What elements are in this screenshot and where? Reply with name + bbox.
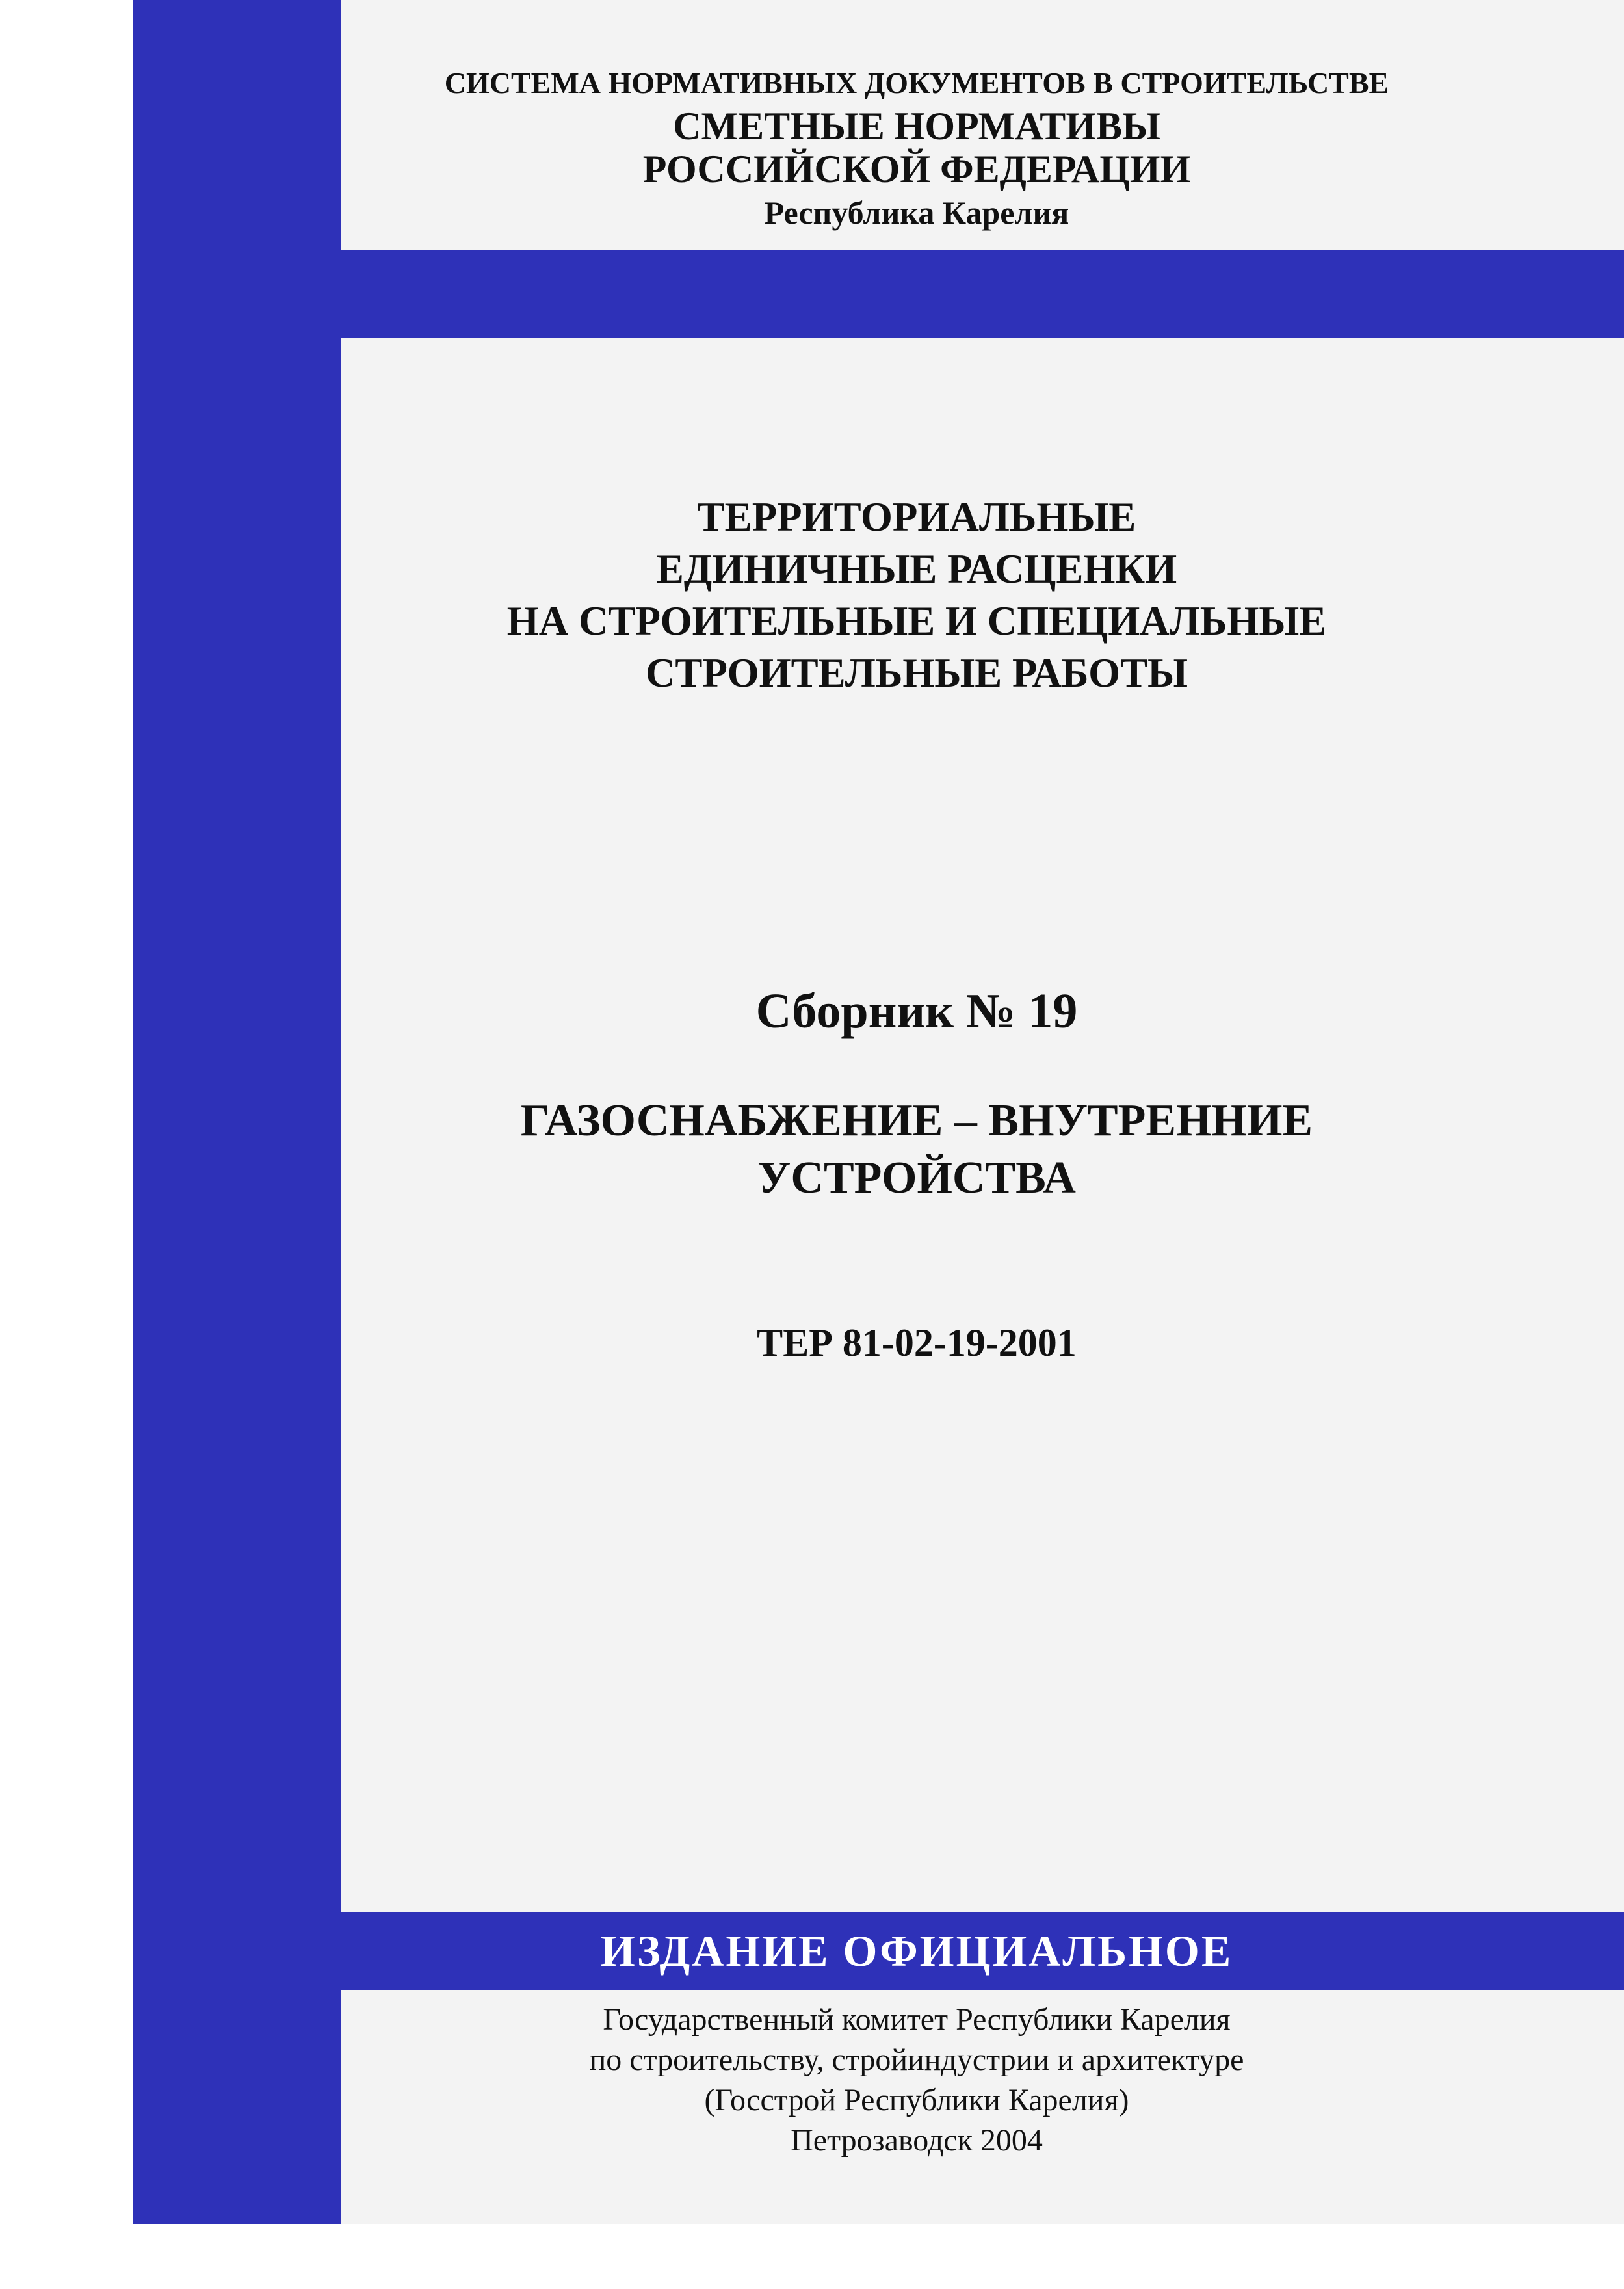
title-line: ЕДИНИЧНЫЕ РАСЦЕНКИ — [656, 546, 1177, 592]
subject-line: УСТРОЙСТВА — [757, 1153, 1076, 1203]
collection-subject — [390, 1092, 1443, 1207]
title-line: НА СТРОИТЕЛЬНЫЕ И СПЕЦИАЛЬНЫЕ — [506, 598, 1327, 644]
publisher-line: Государственный комитет Республики Карелия — [603, 2002, 1231, 2037]
publisher-info — [390, 2000, 1443, 2161]
edition-label: ИЗДАНИЕ ОФИЦИАЛЬНОЕ — [600, 1926, 1233, 1976]
title-line: СТРОИТЕЛЬНЫЕ РАБОТЫ — [645, 650, 1188, 696]
document-code: ТЕР 81-02-19-2001 — [757, 1321, 1077, 1364]
publisher-line: по строительству, стройиндустрии и архитектуре — [589, 2043, 1244, 2077]
federation-line: РОССИЙСКОЙ ФЕДЕРАЦИИ — [642, 148, 1191, 191]
publisher-line: (Госстрой Республики Карелия) — [704, 2083, 1129, 2117]
region-line: Республика Карелия — [764, 194, 1069, 231]
top-blue-band — [133, 250, 1624, 338]
collection-number: Сборник № 19 — [755, 984, 1078, 1039]
series-header — [390, 62, 1443, 235]
title-line: ТЕРРИТОРИАЛЬНЫЕ — [697, 494, 1136, 540]
subject-line: ГАЗОСНАБЖЕНИЕ – ВНУТРЕННИЕ — [520, 1096, 1313, 1146]
publisher-city-year: Петрозаводск 2004 — [791, 2123, 1043, 2158]
system-line: СИСТЕМА НОРМАТИВНЫХ ДОКУМЕНТОВ В СТРОИТЕЛЬСТВЕ — [444, 66, 1389, 99]
norms-line: СМЕТНЫЕ НОРМАТИВЫ — [673, 105, 1160, 148]
document-title — [390, 491, 1443, 699]
